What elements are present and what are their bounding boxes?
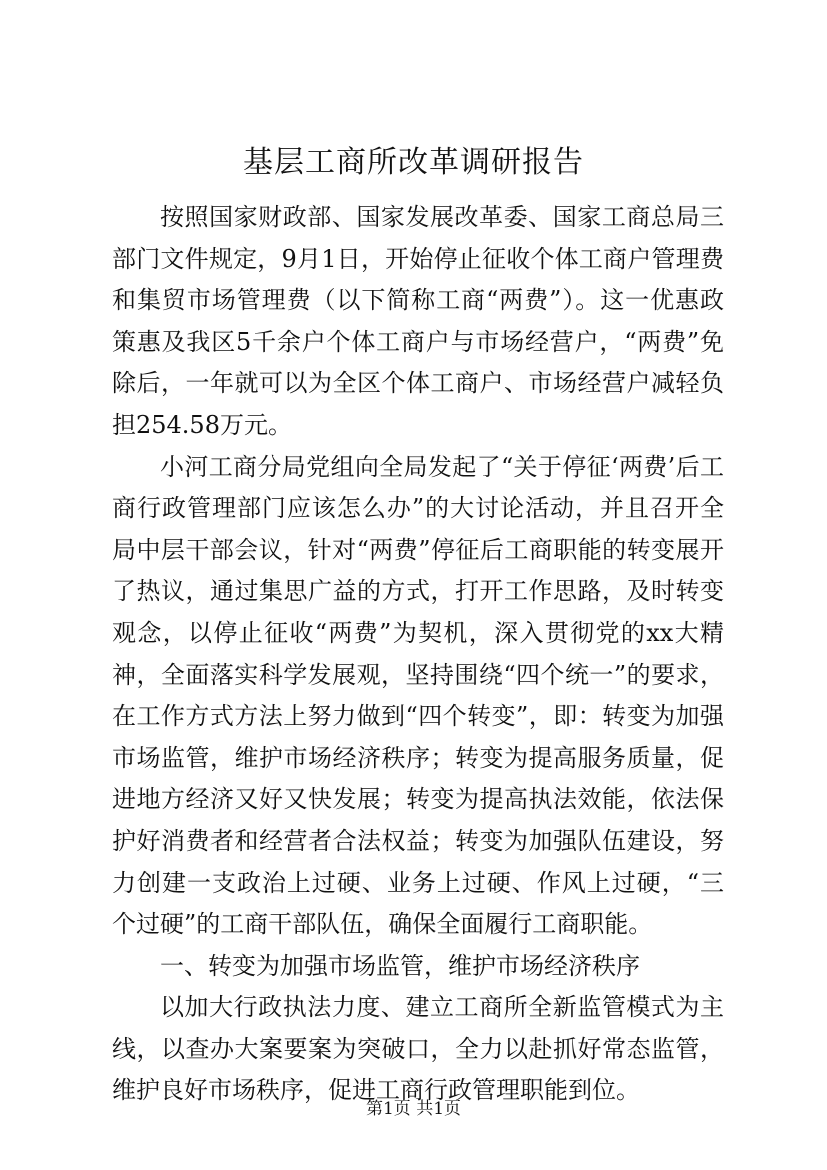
paragraph-2: 小河工商分局党组向全局发起了“关于停征‘两费’后工商行政管理部门应该怎么办”的大讨论活动，并且召开全局中层干部会议，针对“两费”停征后工商职能的转变展开了热议，通过集思广益的方式，打开工作思路，及时转变观念，以停止征收“两费”为契机，深入贯彻党的xx大精神，全面落实科学发展观，坚持围绕“四个统一”的要求，在工作方式方法上努力做到“四个转变”，即：转变为加强市场监管，维护市场经济秩序；转变为提高服务质量，促进地方经济又好又快发展；转变为提高执法效能，依法保护好消费者和经营者合法权益；转变为加强队伍建设，努力创建一支政治上过硬、业务上过硬、作风上过硬，“三个过硬”的工商干部队伍，确保全面履行工商职能。 (112, 452, 724, 939)
page-footer: 第1页 共1页 (365, 1099, 462, 1119)
section-heading-1: 一、转变为加强市场监管，维护市场经济秩序 (160, 951, 640, 980)
document-body (112, 197, 724, 1112)
paragraph-3: 以加大行政执法力度、建立工商所全新监管模式为主线，以查办大案要案为突破口，全力以赴抓好常态监管，维护良好市场秩序，促进工商行政管理职能到位。 (112, 993, 724, 1105)
document-title: 基层工商所改革调研报告 (243, 145, 584, 180)
paragraph-1: 按照国家财政部、国家发展改革委、国家工商总局三部门文件规定，9月1日，开始停止征收个体工商户管理费和集贸市场管理费（以下简称工商“两费”）。这一优惠政策惠及我区5千余户个体工商户与市场经营户，“两费”免除后，一年就可以为全区个体工商户、市场经营户减轻负担254.58万元。 (112, 203, 724, 439)
